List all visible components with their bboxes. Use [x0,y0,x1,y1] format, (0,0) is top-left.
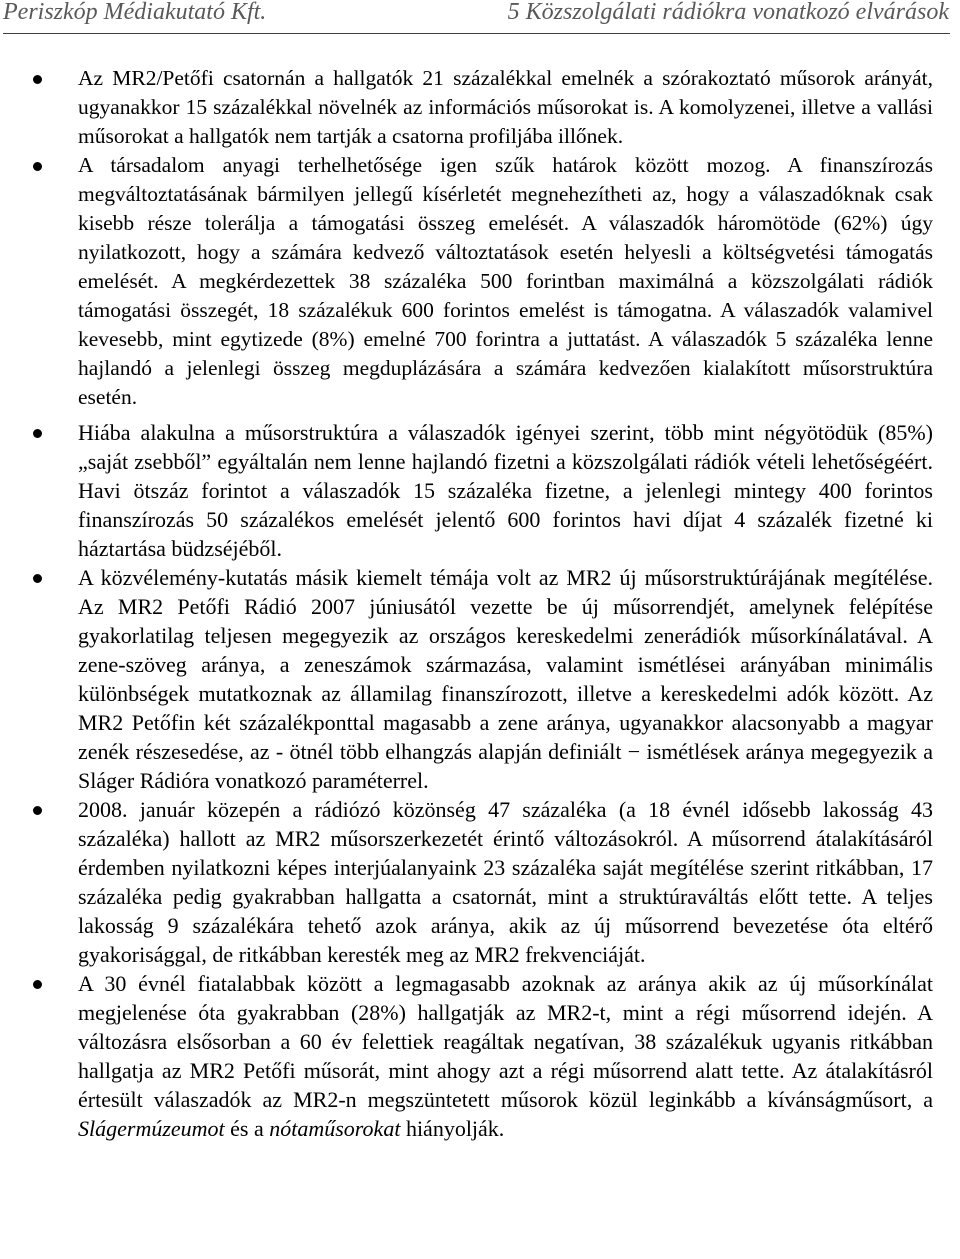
list-item-text: A közvélemény-kutatás másik kiemelt témája volt az MR2 új műsorstruktúrájának megítélése. Az MR2 Petőfi Rádió 2007 júniusától vezette be új műsorrendjét, amelynek felépítése gyakorlatilag teljesen megegyezik az országos kereskedelmi zenerádiók műsorkínálatával. A zene-szöveg aránya, a zeneszámok származása, valamint ismétlései arányában minimális különbségek mutatkoznak az államilag finanszírozott, illetve a kereskedelmi adók között. Az MR2 Petőfin két százalékponttal magasabb a zene aránya, ugyanakkor alacsonyabb a magyar zenék részesedése, az - ötnél több elhangzás alapján definiált − ismétlések aránya megegyezik a Sláger Rádióra vonatkozó paraméterrel. [78,565,933,793]
list-item-text-part: A 30 évnél fiatalabbak között a legmagasabb azoknak az aránya akik az új műsorkínálat megjelenése óta gyakrabban (28%) hallgatják az MR2-t, mint a régi műsorrend idején. A változásra elsősorban a 60 év felettiek reagáltak negatívan, 38 százalékuk ugyanis ritkábban hallgatja az MR2 Petőfi műsorát, mint ahogy azt a régi műsorrend alatt tette. Az átalakításról értesült válaszadók az MR2-n megszüntetett műsorok közül leginkább a kívánságműsort, a [78,971,933,1112]
list-item-text: Hiába alakulna a műsorstruktúra a válaszadók igényei szerint, több mint négyötödük (85%) „saját zsebből” egyáltalán nem lenne hajlandó fizetni a közszolgálati rádiók vételi lehetőségéért. Havi ötszáz forintot a válaszadók 15 százaléka fizetne, a jelenlegi mintegy 400 forintos finanszírozás 50 százalékos emelését jelentő 600 forintos havi díjat 4 százalék fizetné ki háztartása büdzséjéből. [78,420,933,561]
header-section-title: 5 Közszolgálati rádiókra vonatkozó elvárások [507,0,949,25]
italic-title-notamusorok: nótaműsorokat [269,1116,401,1141]
bullet-icon [33,574,42,583]
list-item [0,64,960,151]
header-company-name: Periszkóp Médiakutató Kft. [3,0,267,25]
list-item [0,151,960,412]
list-item [0,795,960,969]
list-item-text-part: és a [224,1116,270,1141]
document-body [0,64,960,1143]
page-header [0,0,960,34]
list-item-text-part: hiányolják. [400,1116,505,1141]
list-item-text [78,971,933,1141]
list-item-text: 2008. január közepén a rádiózó közönség 47 százaléka (a 18 évnél idősebb lakosság 43 százaléka) hallott az MR2 műsorszerkezetét érintő változásokról. A műsorrend átalakításáról érdemben nyilatkozni képes interjúalanyaink 23 százaléka saját megítélése szerint ritkábban, 17 százaléka pedig gyakrabban hallgatta a csatornát, mint a struktúraváltás előtt tette. A teljes lakosság 9 százalékára tehető azok aránya, akik az új műsorrend bevezetése óta eltérő gyakorisággal, de ritkábban keresték meg az MR2 frekvenciáját. [78,797,933,967]
list-item-text: Az MR2/Petőfi csatornán a hallgatók 21 százalékkal emelnék a szórakoztató műsorok arányát, ugyanakkor 15 százalékkal növelnék az információs műsorokat is. A komolyzenei, illetve a vallási műsorokat a hallgatók nem tartják a csatorna profiljába illőnek. [78,66,933,148]
italic-title-slagermuzeum: Slágermúzeumot [78,1116,225,1141]
list-item [0,418,960,563]
bullet-icon [33,162,42,171]
bullet-icon [33,806,42,815]
bullet-icon [33,980,42,989]
list-item-text: A társadalom anyagi terhelhetősége igen szűk határok között mozog. A finanszírozás megváltoztatásának bármilyen jellegű kísérletét megnehezítheti az, hogy a válaszadóknak csak kisebb része tolerálja a támogatási összeg emelését. A válaszadók háromötöde (62%) úgy nyilatkozott, hogy a számára kedvező változtatások esetén helyesli a költségvetési támogatás emelését. A megkérdezettek 38 százaléka 500 forintban maximálná a közszolgálati rádiók támogatási összegét, 18 százalékuk 600 forintos emelést is támogatna. A válaszadók valamivel kevesebb, mint egytizede (8%) emelné 700 forintra a juttatást. A válaszadók 5 százaléka lenne hajlandó a jelenlegi összeg megduplázására a számára kedvezően kialakított műsorstruktúra esetén. [78,153,933,409]
bullet-icon [33,75,42,84]
list-item [0,969,960,1143]
bullet-icon [33,429,42,438]
list-item [0,563,960,795]
bullet-list [0,64,960,1143]
header-divider [3,33,950,34]
